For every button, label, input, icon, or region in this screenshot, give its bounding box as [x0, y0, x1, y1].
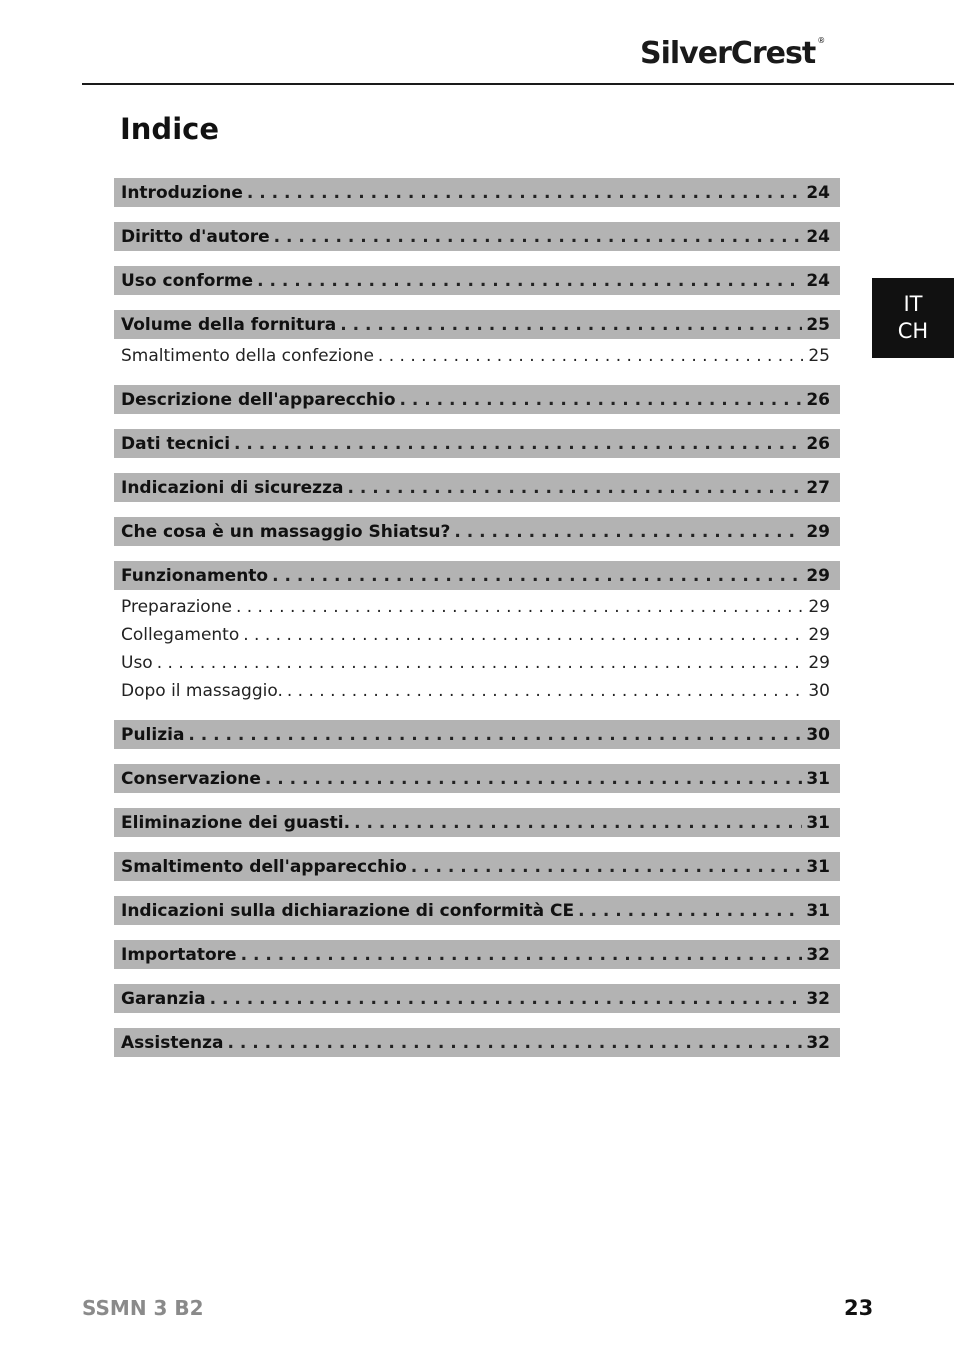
toc-dot-leader — [265, 769, 802, 789]
toc-entry[interactable] — [114, 429, 840, 458]
toc-entry[interactable] — [114, 1028, 840, 1057]
toc-entry[interactable] — [114, 764, 840, 793]
toc-dot-leader — [227, 1033, 802, 1053]
toc-entry-page: 24 — [806, 182, 830, 203]
language-code-it: IT — [903, 292, 923, 316]
toc-entry[interactable] — [114, 896, 840, 925]
toc-entry-label: Volume della fornitura — [121, 314, 337, 335]
toc-entry[interactable] — [114, 984, 840, 1013]
toc-entry[interactable] — [114, 385, 840, 414]
toc-entry-label: Funzionamento — [121, 565, 269, 586]
toc-entry-label: Smaltimento della confezione — [121, 346, 374, 366]
toc-entry-page: 32 — [806, 1032, 830, 1053]
toc-entry-page: 31 — [806, 856, 830, 877]
toc-entry-label: Che cosa è un massaggio Shiatsu? — [121, 521, 451, 542]
toc-entry-label: Introduzione — [121, 182, 243, 203]
toc-entry-page: 27 — [806, 477, 830, 498]
toc-entry-page: 31 — [806, 768, 830, 789]
toc-entry-page: 24 — [806, 270, 830, 291]
toc-entry[interactable] — [114, 852, 840, 881]
toc-entry[interactable] — [114, 266, 840, 295]
toc-dot-leader — [400, 390, 803, 410]
toc-entry-page: 24 — [806, 226, 830, 247]
toc-dot-leader — [157, 653, 804, 673]
toc-entry-page: 25 — [806, 314, 830, 335]
toc-dot-leader — [272, 566, 802, 586]
brand-name: SilverCrest — [640, 36, 816, 71]
toc-dot-leader — [347, 478, 802, 498]
toc-dot-leader — [188, 725, 802, 745]
toc-entry[interactable] — [114, 720, 840, 749]
toc-entry-label: Diritto d'autore — [121, 226, 270, 247]
toc-entry-page: 30 — [808, 681, 830, 701]
toc-entry-page: 25 — [808, 346, 830, 366]
toc-entry-page: 26 — [806, 433, 830, 454]
toc-entry-label: Indicazioni di sicurezza — [121, 477, 344, 498]
toc-entry-label: Uso conforme — [121, 270, 254, 291]
toc-entry-label: Uso — [121, 653, 153, 673]
toc-entry-label: Eliminazione dei guasti. — [121, 812, 351, 833]
toc-entry[interactable] — [114, 178, 840, 207]
toc-dot-leader — [243, 625, 804, 645]
toc-entry-label: Garanzia — [121, 988, 206, 1009]
toc-entry-label: Collegamento — [121, 625, 240, 645]
toc-entry-label: Dopo il massaggio. — [121, 681, 283, 701]
toc-dot-leader — [257, 271, 802, 291]
registered-mark: ® — [817, 36, 825, 45]
toc-dot-leader — [241, 945, 803, 965]
header-rule — [82, 83, 954, 85]
toc-dot-leader — [234, 434, 802, 454]
toc-entry[interactable] — [114, 310, 840, 339]
toc-entry-page: 29 — [808, 653, 830, 673]
toc-dot-leader — [210, 989, 803, 1009]
page-title: Indice — [120, 112, 219, 146]
toc-dot-leader — [378, 346, 804, 366]
toc-entry-page: 32 — [806, 944, 830, 965]
footer-page-number: 23 — [844, 1296, 874, 1320]
toc-entry-page: 32 — [806, 988, 830, 1009]
toc-entry[interactable] — [114, 517, 840, 546]
toc-subentry[interactable] — [114, 342, 840, 370]
toc-entry-page: 30 — [806, 724, 830, 745]
toc-entry-page: 29 — [808, 625, 830, 645]
toc-entry-label: Importatore — [121, 944, 237, 965]
toc-entry-page: 29 — [806, 565, 830, 586]
toc-entry-page: 29 — [806, 521, 830, 542]
toc-entry-page: 31 — [806, 812, 830, 833]
language-tab — [872, 278, 954, 358]
toc-dot-leader — [287, 681, 804, 701]
toc-dot-leader — [578, 901, 802, 921]
toc-entry-page: 31 — [806, 900, 830, 921]
toc-entry-page: 26 — [806, 389, 830, 410]
toc-dot-leader — [236, 597, 804, 617]
toc-entry-label: Pulizia — [121, 724, 185, 745]
toc-dot-leader — [274, 227, 803, 247]
toc-entry-label: Smaltimento dell'apparecchio — [121, 856, 407, 877]
toc-dot-leader — [454, 522, 802, 542]
toc-entry-page: 29 — [808, 597, 830, 617]
toc-entry-label: Descrizione dell'apparecchio — [121, 389, 396, 410]
toc-entry-label: Indicazioni sulla dichiarazione di conformità CE — [121, 900, 575, 921]
toc-dot-leader — [247, 183, 802, 203]
brand-logo — [640, 36, 870, 76]
toc-entry[interactable] — [114, 940, 840, 969]
toc-dot-leader — [411, 857, 803, 877]
toc-dot-leader — [340, 315, 802, 335]
toc-entry[interactable] — [114, 561, 840, 590]
toc-dot-leader — [354, 813, 802, 833]
toc-entry-label: Preparazione — [121, 597, 232, 617]
toc-subentry[interactable] — [114, 621, 840, 649]
language-code-ch: CH — [897, 319, 929, 343]
toc-subentry[interactable] — [114, 649, 840, 677]
toc-entry-label: Conservazione — [121, 768, 261, 789]
toc-entry-label: Assistenza — [121, 1032, 224, 1053]
toc-entry[interactable] — [114, 222, 840, 251]
footer-model: SSMN 3 B2 — [82, 1296, 204, 1320]
toc-entry[interactable] — [114, 808, 840, 837]
toc-subentry[interactable] — [114, 677, 840, 705]
table-of-contents — [114, 178, 840, 1057]
toc-subentry[interactable] — [114, 593, 840, 621]
toc-entry[interactable] — [114, 473, 840, 502]
toc-entry-label: Dati tecnici — [121, 433, 231, 454]
